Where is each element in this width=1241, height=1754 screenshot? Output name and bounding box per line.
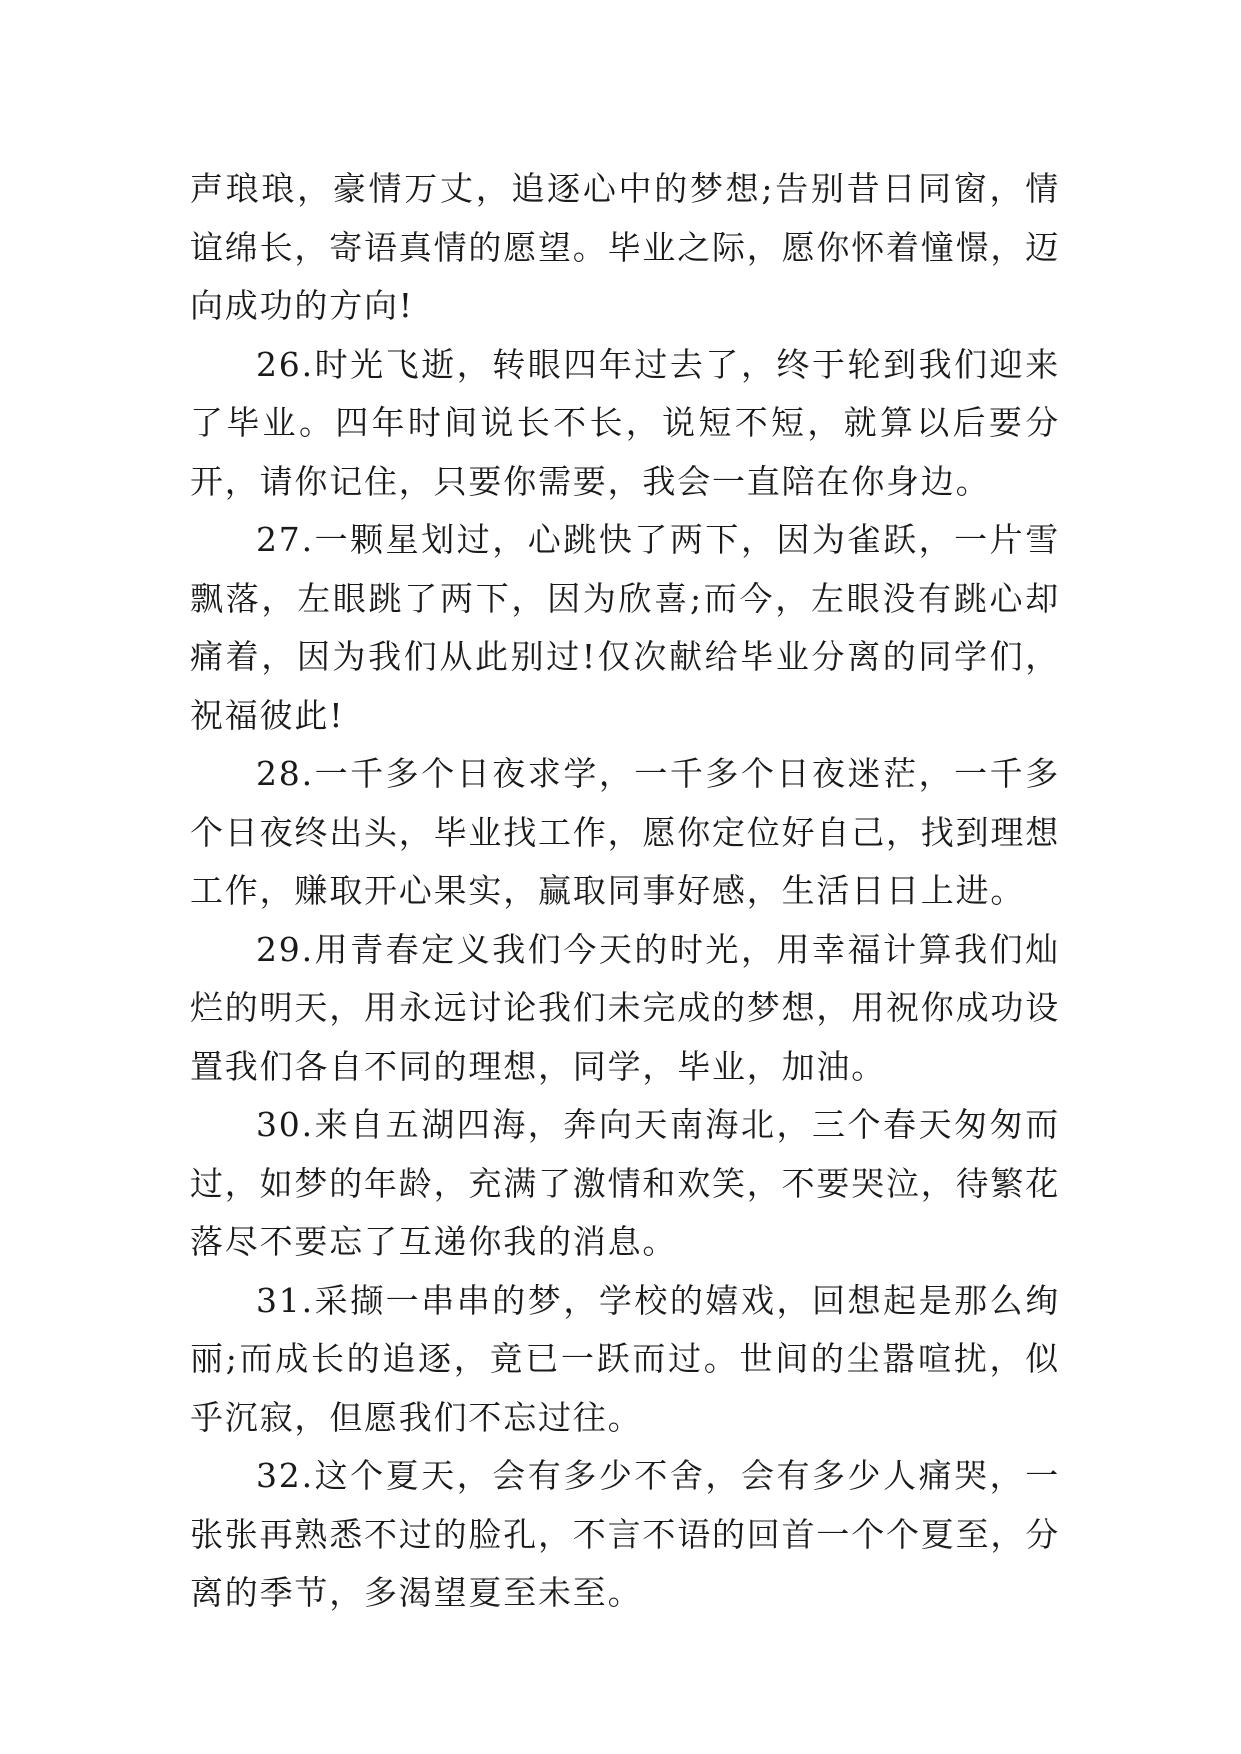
paragraph-item-27: 27.一颗星划过，心跳快了两下，因为雀跃，一片雪飘落，左眼跳了两下，因为欣喜;而今，左眼没有跳心却痛着，因为我们从此别过!仅次献给毕业分离的同学们，祝福彼此! (190, 520, 1060, 735)
paragraph-item-30: 30.来自五湖四海，奔向天南海北，三个春天匆匆而过，如梦的年龄，充满了激情和欢笑，不要哭泣，待繁花落尽不要忘了互递你我的消息。 (190, 1105, 1060, 1261)
paragraph-item-31: 31.采撷一串串的梦，学校的嬉戏，回想起是那么绚丽;而成长的追逐，竟已一跃而过。世间的尘嚣喧扰，似乎沉寂，但愿我们不忘过往。 (190, 1280, 1060, 1437)
paragraph-continuation: 声琅琅，豪情万丈，追逐心中的梦想;告别昔日同窗，情谊绵长，寄语真情的愿望。毕业之际，愿你怀着憧憬，迈向成功的方向! (190, 169, 1060, 325)
paragraph-item-29: 29.用青春定义我们今天的时光，用幸福计算我们灿烂的明天，用永远讨论我们未完成的梦想，用祝你成功设置我们各自不同的理想，同学，毕业，加油。 (190, 929, 1060, 1086)
paragraph-item-26: 26.时光飞逝，转眼四年过去了，终于轮到我们迎来了毕业。四年时间说长不长，说短不短，就算以后要分开，请你记住，只要你需要，我会一直陪在你身边。 (190, 344, 1060, 501)
paragraph-item-32: 32.这个夏天，会有多少不舍，会有多少人痛哭，一张张再熟悉不过的脸孔，不言不语的回首一个个夏至，分离的季节，多渴望夏至未至。 (190, 1456, 1060, 1612)
document-body (190, 160, 1060, 1623)
paragraph-item-28: 28.一千多个日夜求学，一千多个日夜迷茫，一千多个日夜终出头，毕业找工作，愿你定位好自己，找到理想工作，赚取开心果实，赢取同事好感，生活日日上进。 (190, 754, 1060, 910)
